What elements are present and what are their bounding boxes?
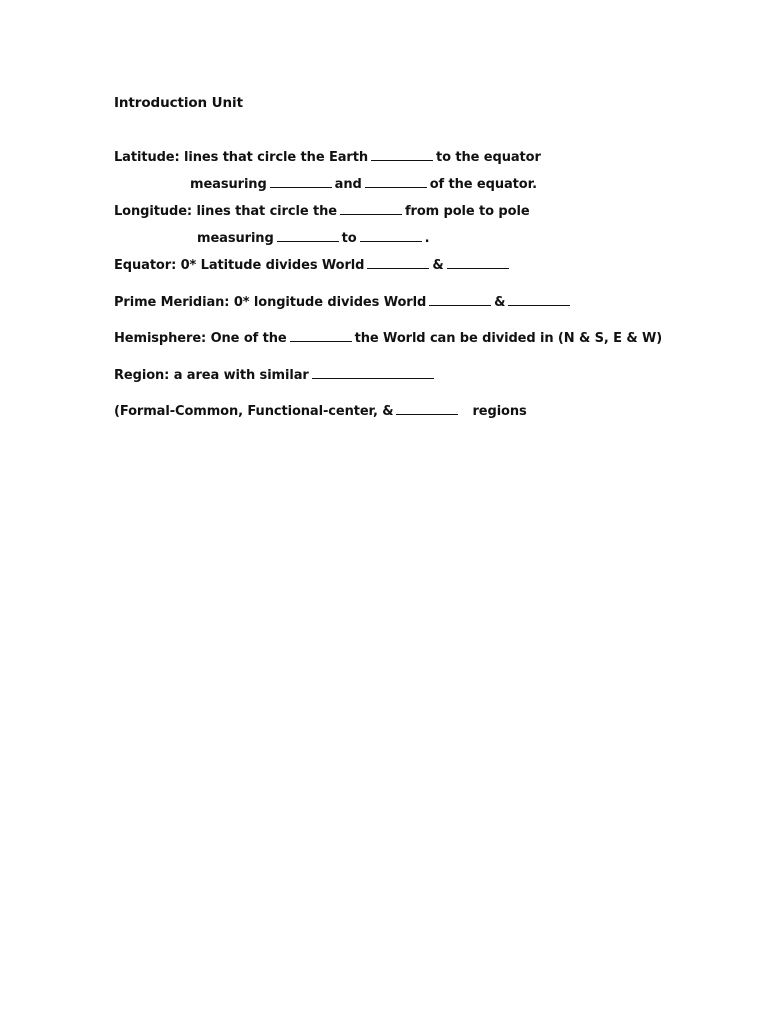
latitude-text-1: Latitude: lines that circle the Earth [114,150,368,165]
longitude-text-4: to [341,231,357,246]
prime-meridian-text-1: Prime Meridian: 0* longitude divides World [114,295,427,310]
region-types-text-2: regions [472,404,527,419]
blank-line [367,258,429,269]
latitude-text-5: of the equator. [429,177,537,192]
blank-line [270,177,332,188]
latitude-line-2 [190,177,537,192]
region-text-1: Region: a area with similar [114,368,309,383]
longitude-text-3: measuring [197,231,274,246]
blank-line [371,150,433,161]
hemisphere-text-1: Hemisphere: One of the [114,331,287,346]
region-types-text-1: (Formal-Common, Functional-center, & [114,404,394,419]
latitude-text-4: and [334,177,362,192]
longitude-text-2: from pole to pole [404,204,530,219]
blank-line [277,231,339,242]
blank-line [365,177,427,188]
latitude-text-2: to the equator [436,150,541,165]
prime-meridian-text-2: & [494,295,506,310]
blank-line [429,295,491,306]
longitude-line-1 [114,204,530,219]
blank-line [396,404,458,415]
hemisphere-line [114,331,662,346]
blank-line [340,204,402,215]
prime-meridian-line [114,295,573,310]
blank-line [508,295,570,306]
equator-text-2: & [432,258,444,273]
equator-text-1: Equator: 0* Latitude divides World [114,258,365,273]
blank-line [447,258,509,269]
blank-line [360,231,422,242]
longitude-line-2 [197,231,429,246]
blank-line [312,368,434,379]
longitude-text-1: Longitude: lines that circle the [114,204,337,219]
latitude-line-1 [114,150,541,165]
longitude-text-5: . [424,231,430,246]
blank-line [290,331,352,342]
latitude-text-3: measuring [190,177,267,192]
worksheet-title: Introduction Unit [114,95,243,111]
region-types-line [114,404,527,419]
region-line [114,368,437,383]
equator-line [114,258,512,273]
hemisphere-text-2: the World can be divided in (N & S, E & W) [354,331,663,346]
